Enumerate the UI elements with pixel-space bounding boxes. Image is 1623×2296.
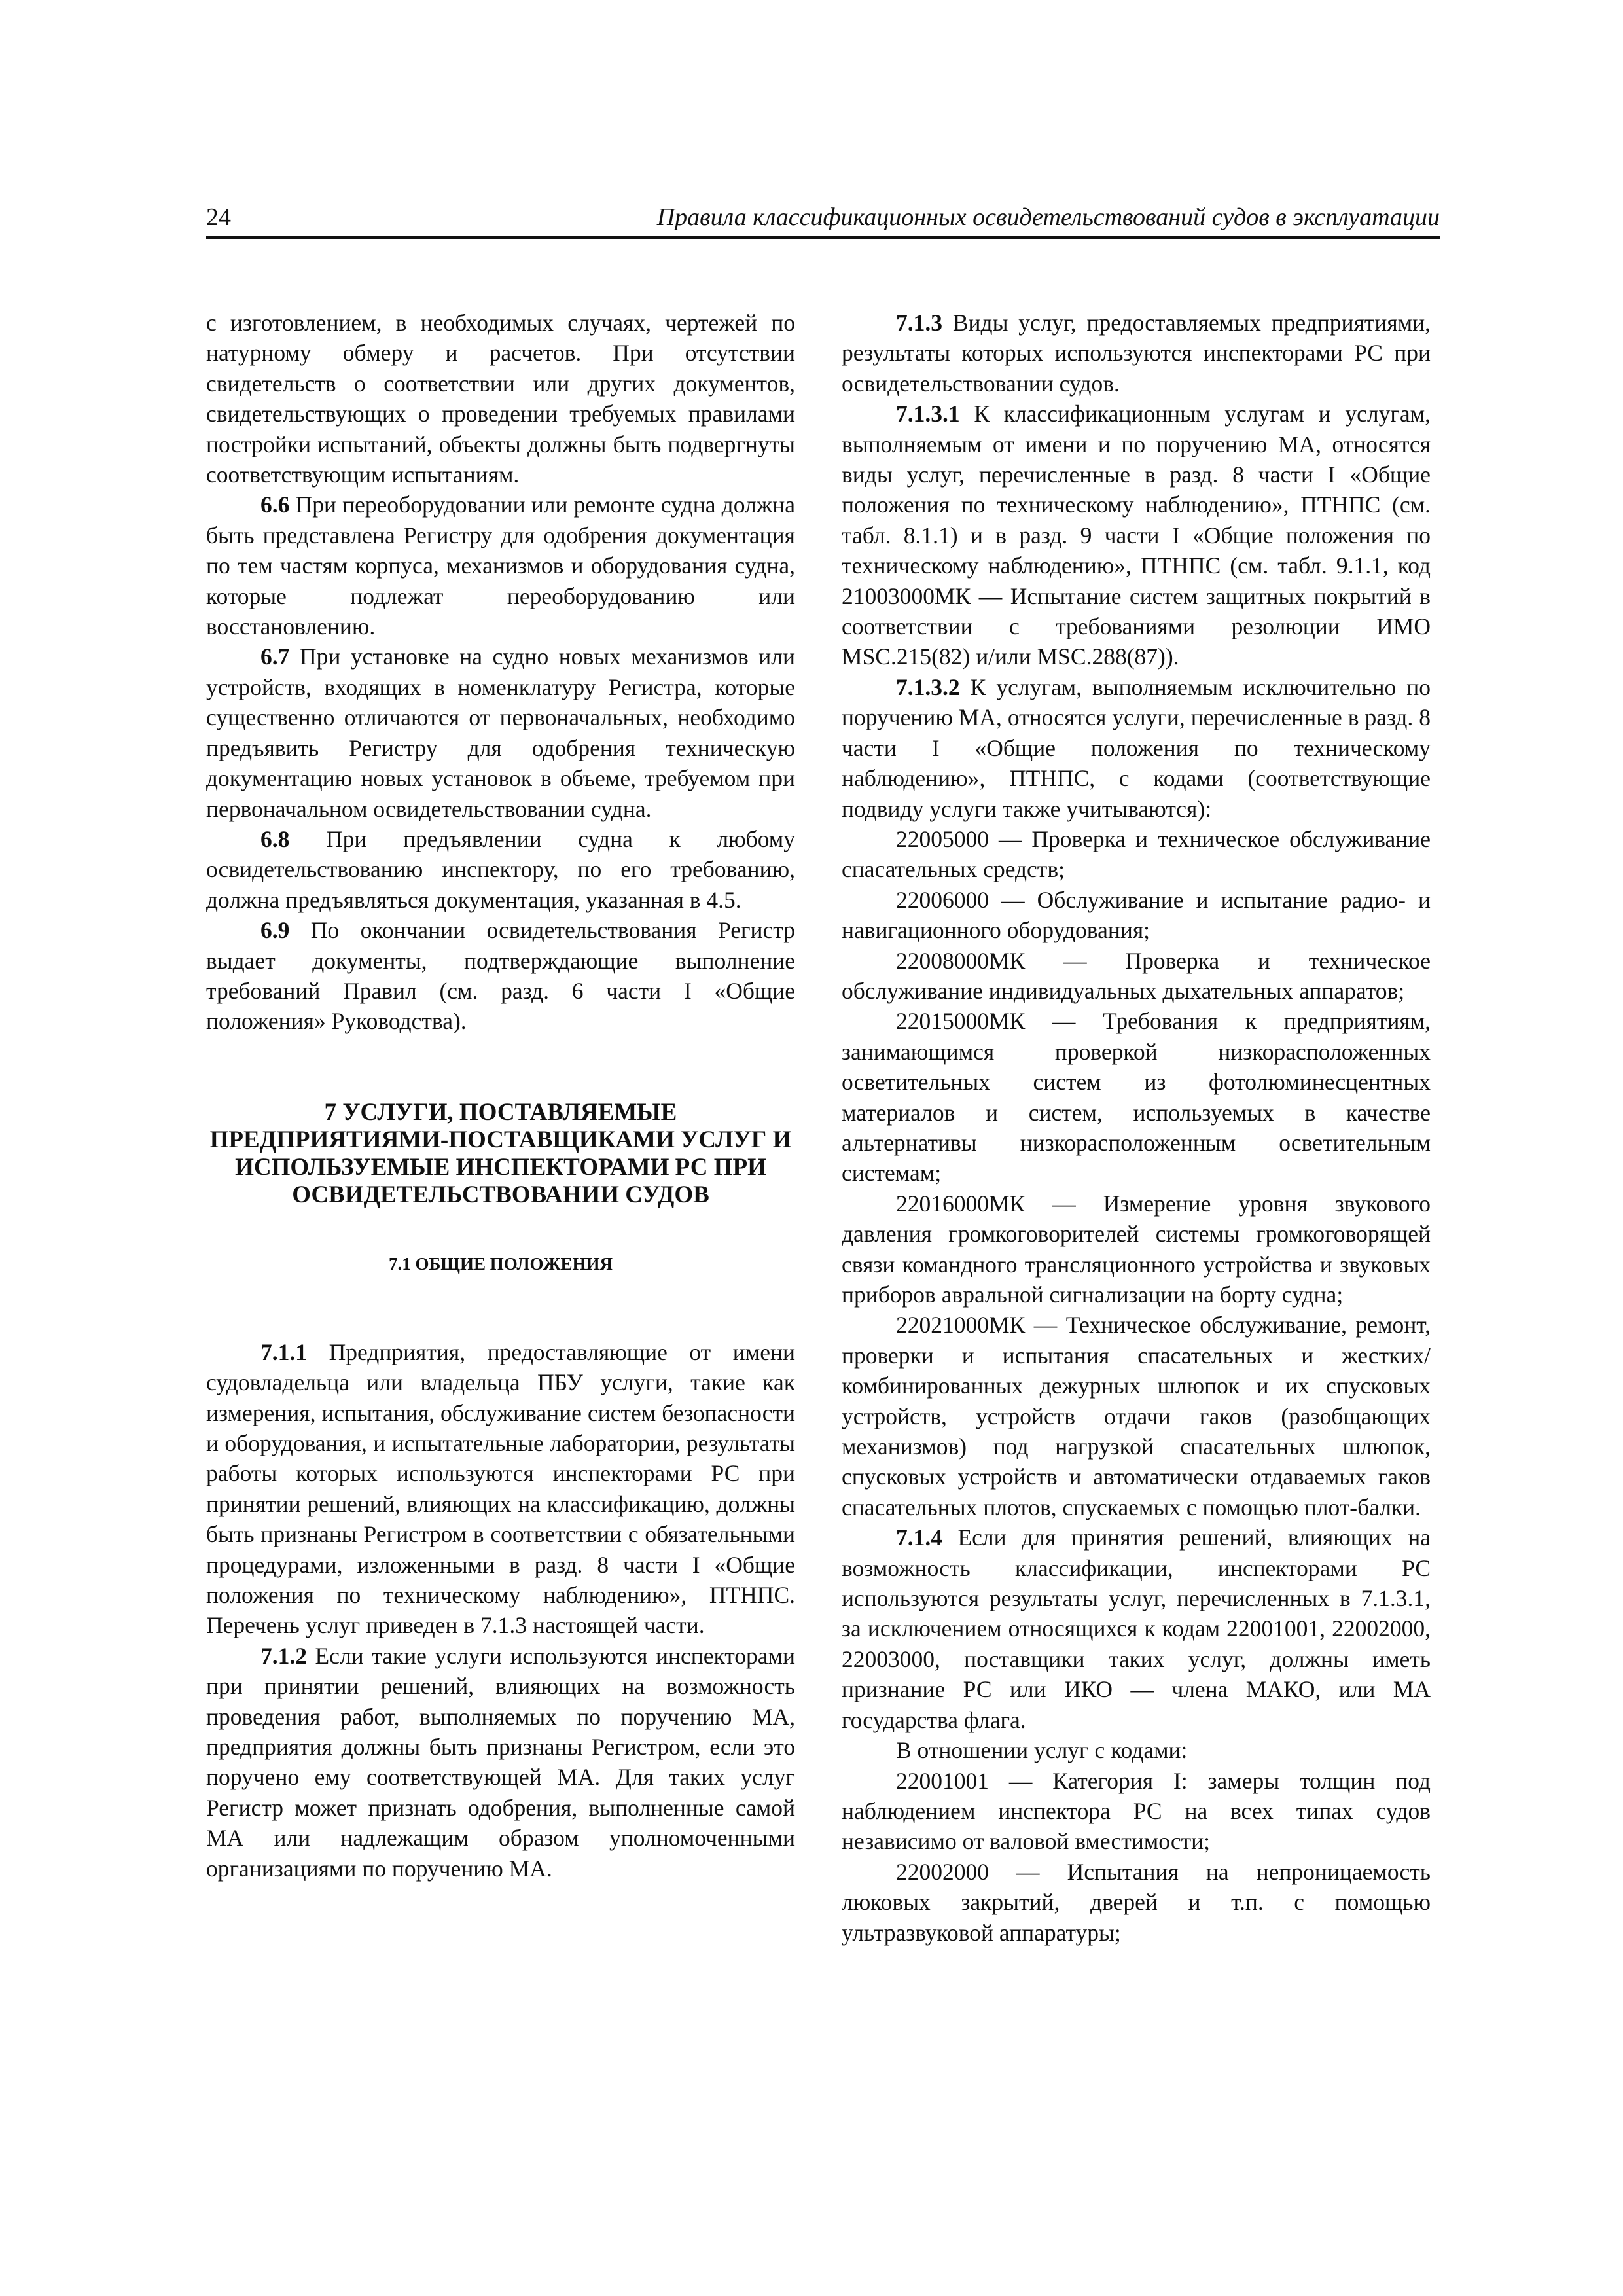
running-title: Правила классификационных освидетельствований судов в эксплуатации xyxy=(656,204,1440,231)
paragraph-6-6 xyxy=(206,490,795,641)
clause-text: По окончании освидетельствования Регистр выдает документы, подтверждающие выполнение требований Правил (см. разд. 6 части I «Общие положения» Руководства). xyxy=(206,917,796,1035)
service-code-item: 22016000МК — Измерение уровня звукового давления громкоговорителей системы громкоговорящей связи командного трансляционного устройства и звуковых приборов авральной сигнализации на борту судна; xyxy=(842,1190,1431,1308)
clause-number: 6.6 xyxy=(260,492,290,518)
paragraph-7-1-3 xyxy=(842,308,1431,399)
paragraph-6-8 xyxy=(206,824,795,915)
clause-text: Если такие услуги используются инспекторами при принятии решений, влияющих на возможность проведения работ, выполняемых по поручению МА, предприятия должны быть признаны Регистром, если это поручено ему соответствующей МА. Для таких услуг Регистр может признать одобрения, выполненные самой МА или надлежащим образом уполномоченными организациями по поручению МА. xyxy=(206,1642,795,1882)
service-code-item: 22021000МК — Техническое обслуживание, ремонт, проверки и испытания спасательных и жестких/комбинированных дежурных шлюпок и их спусковых устройств, устройств отдачи гаков (разобщающих механизмов) под нагрузкой спасательных шлюпок, спусковых устройств и автоматически отдаваемых гаков спасательных плотов, спускаемых с помощью плот-балки. xyxy=(842,1312,1431,1520)
paragraph-7-1-1 xyxy=(206,1337,795,1641)
service-code-item: 22005000 — Проверка и техническое обслуживание спасательных средств; xyxy=(842,825,1431,883)
service-code-item: 22006000 — Обслуживание и испытание радио- и навигационного оборудования; xyxy=(842,886,1431,944)
service-code-item: 22008000МК — Проверка и техническое обслуживание индивидуальных дыхательных аппаратов; xyxy=(842,947,1431,1004)
clause-number: 7.1.1 xyxy=(260,1338,307,1365)
paragraph-7-1-2 xyxy=(206,1641,795,1884)
clause-number: 7.1.4 xyxy=(896,1524,942,1551)
paragraph-7-1-4 xyxy=(842,1522,1431,1735)
service-code-item: 22002000 — Испытания на непроницаемость люковых закрытий, дверей и т.п. с помощью ультразвуковой аппаратуры; xyxy=(842,1858,1431,1946)
section-title: 7 УСЛУГИ, ПОСТАВЛЯЕМЫЕ ПРЕДПРИЯТИЯМИ-ПОСТАВЩИКАМИ УСЛУГ И ИСПОЛЬЗУЕМЫЕ ИНСПЕКТОРАМИ РС ПРИ ОСВИДЕТЕЛЬСТВОВАНИИ СУДОВ xyxy=(209,1098,792,1208)
clause-text: При установке на судно новых механизмов или устройств, входящих в номенклатуру Регистра, которые существенно отличаются от первоначальных, необходимо предъявить Регистру для одобрения техническую документацию новых установок в объеме, требуемом при первоначальном освидетельствовании судна. xyxy=(206,643,796,822)
paragraph: В отношении услуг с кодами: xyxy=(896,1737,1188,1764)
clause-text: При предъявлении судна к любому освидетельствованию инспектору, по его требованию, должна предъявляться документация, указанная в 4.5. xyxy=(206,825,796,913)
service-code-item: 22001001 — Категория I: замеры толщин под наблюдением инспектора РС на всех типах судов независимо от валовой вместимости; xyxy=(842,1767,1431,1855)
clause-text: Предприятия, предоставляющие от имени судовладельца или владельца ПБУ услуги, такие как измерения, испытания, обслуживание систем безопасности и оборудования, и испытательные лаборатории, результаты работы которых используются инспекторами РС при принятии решений, влияющих на классификацию, должны быть признаны Регистром в соответствии с обязательными процедурами, изложенными в разд. 8 части I «Общие положения по техническому наблюдению», ПТНПС. Перечень услуг приведен в 7.1.3 настоящей части. xyxy=(206,1338,795,1639)
clause-number: 6.9 xyxy=(260,917,290,944)
subsection-title: 7.1 ОБЩИЕ ПОЛОЖЕНИЯ xyxy=(388,1253,613,1274)
clause-number: 7.1.3 xyxy=(896,310,942,336)
clause-number: 7.1.2 xyxy=(260,1642,307,1669)
clause-text: К классификационным услугам и услугам, выполняемым от имени и по поручению МА, относятся виды услуг, перечисленные в разд. 8 части I «Общие положения по техническому наблюдению», ПТНПС (см. табл. 8.1.1) и в разд. 9 части I «Общие положения по техническому наблюдению», ПТНПС (см. табл. 9.1.1, код 21003000МК — Испытание систем защитных покрытий в соответствии с требованиями резолюции ИМО MSC.215(82) и/или MSC.288(87)). xyxy=(842,401,1431,670)
paragraph-6-9 xyxy=(206,915,795,1037)
clause-text: К услугам, выполняемым исключительно по поручению МА, относятся услуги, перечисленные в разд. 8 части I «Общие положения по техническому наблюдению», ПТНПС, с кодами (соответствующие подвиду услуги также учитываются): xyxy=(842,673,1431,822)
clause-text: Если для принятия решений, влияющих на возможность классификации, инспекторами РС используются результаты услуг, перечисленных в 7.1.3.1, за исключением относящихся к кодам 22001001, 22002000, 22003000, поставщики таких услуг, должны иметь признание РС или ИКО — члена МАКО, или МА государства флага. xyxy=(842,1524,1431,1733)
clause-number: 7.1.3.1 xyxy=(896,401,960,427)
clause-number: 7.1.3.2 xyxy=(896,673,960,700)
paragraph-7-1-3-1 xyxy=(842,399,1431,672)
clause-number: 6.8 xyxy=(260,825,290,852)
clause-number: 6.7 xyxy=(260,643,290,670)
left-column xyxy=(206,308,795,1884)
clause-text: Виды услуг, предоставляемых предприятиями, результаты которых используются инспекторами РС при освидетельствовании судов. xyxy=(842,310,1431,397)
paragraph-7-1-3-2 xyxy=(842,672,1431,824)
paragraph-6-7 xyxy=(206,641,795,823)
clause-text: При переоборудовании или ремонте судна должна быть представлена Регистру для одобрения документация по тем частям корпуса, механизмов и оборудования судна, которые подлежат переоборудованию или восстановлению. xyxy=(206,492,795,640)
page-header xyxy=(206,196,1440,239)
right-column xyxy=(842,308,1431,1948)
paragraph: с изготовлением, в необходимых случаях, чертежей по натурному обмеру и расчетов. При отсутствии свидетельств о соответствии или других документов, свидетельствующих о проведении требуемых правилами постройки испытаний, объекты должны быть подвергнуты соответствующим испытаниям. xyxy=(206,310,795,488)
page-number: 24 xyxy=(206,204,231,231)
service-code-item: 22015000МК — Требования к предприятиям, занимающимся проверкой низкорасположенных осветительных систем из фотолюминесцентных материалов и систем, используемых в качестве альтернативы низкорасположенным осветительным системам; xyxy=(842,1008,1431,1187)
